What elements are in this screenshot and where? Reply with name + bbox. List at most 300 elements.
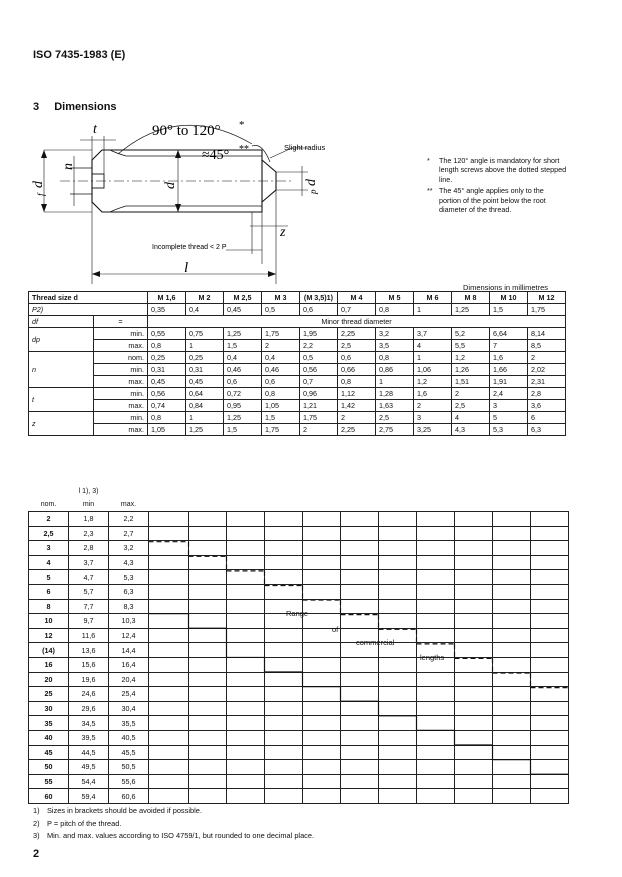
value-cell: 0,6 <box>338 352 376 364</box>
grid-cell <box>455 789 493 804</box>
grid-cell <box>227 657 265 672</box>
length-col-group <box>29 485 69 498</box>
length-max: 16,4 <box>109 657 149 672</box>
grid-cell <box>531 716 569 731</box>
grid-cell <box>493 760 531 775</box>
dim-z-label: z <box>280 225 286 240</box>
value-cell: 5,2 <box>452 328 490 340</box>
value-cell: 1,91 <box>490 376 528 388</box>
length-min: 24,6 <box>69 687 109 702</box>
grid-cell <box>417 745 455 760</box>
thread-size-col: M 2,5 <box>224 292 262 304</box>
length-nom: 8 <box>29 599 69 614</box>
grid-cell <box>227 745 265 760</box>
thread-size-col: M 5 <box>376 292 414 304</box>
grid-cell <box>493 730 531 745</box>
note-mark: ** <box>427 186 433 196</box>
length-max: 40,5 <box>109 730 149 745</box>
grid-cell <box>227 628 265 643</box>
grid-cell <box>149 526 189 541</box>
thread-size-col: M 8 <box>452 292 490 304</box>
grid-cell <box>265 570 303 585</box>
footnote-text: P = pitch of the thread. <box>47 818 122 828</box>
grid-cell <box>455 526 493 541</box>
document-header: ISO 7435-1983 (E) <box>33 49 126 61</box>
value-cell: 1 <box>186 412 224 424</box>
value-cell: 1,21 <box>300 400 338 412</box>
value-cell: 1,6 <box>414 388 452 400</box>
length-max: 20,4 <box>109 672 149 687</box>
table-row <box>29 628 569 643</box>
value-cell: 3,25 <box>414 424 452 436</box>
grid-cell <box>493 643 531 658</box>
length-nom: 2 <box>29 512 69 527</box>
grid-cell <box>379 672 417 687</box>
note-item <box>427 156 567 184</box>
length-min: 39,5 <box>69 730 109 745</box>
grid-cell <box>189 701 227 716</box>
grid-cell <box>303 526 341 541</box>
table-row <box>29 412 566 424</box>
grid-cell <box>341 672 379 687</box>
footnote-mark: 2) <box>33 818 40 828</box>
value-cell: 1 <box>414 352 452 364</box>
grid-cell <box>455 599 493 614</box>
length-max: 2,7 <box>109 526 149 541</box>
length-max: 12,4 <box>109 628 149 643</box>
grid-cell <box>149 760 189 775</box>
grid-cell <box>303 570 341 585</box>
grid-cell <box>379 541 417 556</box>
grid-cell <box>379 555 417 570</box>
table-row <box>29 774 569 789</box>
grid-cell <box>379 730 417 745</box>
grid-cell <box>227 555 265 570</box>
grid-cell <box>341 760 379 775</box>
row-subtype: min. <box>94 412 148 424</box>
grid-cell <box>227 774 265 789</box>
dim-n-label: n <box>61 163 76 170</box>
value-cell: 2,8 <box>528 388 566 400</box>
value-cell: 1,63 <box>376 400 414 412</box>
grid-cell <box>149 789 189 804</box>
grid-cell <box>341 584 379 599</box>
grid-cell <box>493 657 531 672</box>
grid-cell <box>303 657 341 672</box>
grid-cell <box>189 643 227 658</box>
thread-size-col: M 2 <box>186 292 224 304</box>
grid-cell <box>379 716 417 731</box>
grid-cell <box>417 760 455 775</box>
grid-cell <box>341 512 379 527</box>
thread-size-col: M 3 <box>262 292 300 304</box>
grid-cell <box>493 541 531 556</box>
value-cell: 6,3 <box>528 424 566 436</box>
grid-cell <box>379 687 417 702</box>
grid-cell <box>303 774 341 789</box>
pitch-value: 1,5 <box>490 304 528 316</box>
value-cell: 1,51 <box>452 376 490 388</box>
value-cell: 1,25 <box>224 412 262 424</box>
length-nom: 6 <box>29 584 69 599</box>
set-screw-drawing <box>30 114 370 284</box>
grid-cell <box>455 687 493 702</box>
value-cell: 2,5 <box>338 340 376 352</box>
value-cell: 1,25 <box>186 424 224 436</box>
grid-cell <box>265 716 303 731</box>
value-cell: 0,55 <box>148 328 186 340</box>
grid-cell <box>303 701 341 716</box>
grid-cell <box>531 643 569 658</box>
grid-cell <box>379 584 417 599</box>
grid-cell <box>531 672 569 687</box>
grid-cell <box>455 774 493 789</box>
grid-cell <box>227 599 265 614</box>
length-nom: 2,5 <box>29 526 69 541</box>
length-max: 25,4 <box>109 687 149 702</box>
grid-cell <box>379 789 417 804</box>
length-max: 30,4 <box>109 701 149 716</box>
row-subtype: max. <box>94 340 148 352</box>
length-max: 45,5 <box>109 745 149 760</box>
length-max: 8,3 <box>109 599 149 614</box>
value-cell: 0,8 <box>262 388 300 400</box>
value-cell: 3,7 <box>414 328 452 340</box>
grid-cell <box>531 657 569 672</box>
grid-cell <box>149 614 189 629</box>
grid-cell <box>531 584 569 599</box>
grid-cell <box>417 628 455 643</box>
grid-cell <box>189 555 227 570</box>
grid-cell <box>265 512 303 527</box>
row-subtype: max. <box>94 400 148 412</box>
pitch-value: 0,45 <box>224 304 262 316</box>
grid-cell <box>455 701 493 716</box>
value-cell: 1,26 <box>452 364 490 376</box>
grid-cell <box>227 672 265 687</box>
table-row <box>29 340 566 352</box>
value-cell: 2,02 <box>528 364 566 376</box>
grid-cell <box>227 526 265 541</box>
table-row <box>29 424 566 436</box>
table-row <box>29 316 566 328</box>
value-cell: 0,7 <box>300 376 338 388</box>
df-eq: = <box>94 316 148 328</box>
note-text: The 45° angle applies only to the portion of the point below the root diameter of the thread. <box>439 186 546 215</box>
grid-cell <box>227 716 265 731</box>
grid-cell <box>227 512 265 527</box>
value-cell: 0,75 <box>186 328 224 340</box>
value-cell: 5,3 <box>490 424 528 436</box>
grid-cell <box>303 730 341 745</box>
grid-cell <box>417 614 455 629</box>
length-nom: 55 <box>29 774 69 789</box>
value-cell: 1,95 <box>300 328 338 340</box>
grid-cell <box>227 570 265 585</box>
grid-cell <box>149 555 189 570</box>
value-cell: 0,66 <box>338 364 376 376</box>
grid-cell <box>493 701 531 716</box>
value-cell: 1,75 <box>262 328 300 340</box>
length-max: 4,3 <box>109 555 149 570</box>
grid-cell <box>265 657 303 672</box>
grid-cell <box>531 599 569 614</box>
length-max: 50,5 <box>109 760 149 775</box>
length-min: 9,7 <box>69 614 109 629</box>
grid-cell <box>341 774 379 789</box>
grid-cell <box>265 745 303 760</box>
value-cell: 0,8 <box>338 376 376 388</box>
angle-mark: * <box>239 119 245 131</box>
value-cell: 1,5 <box>224 340 262 352</box>
pitch-value: 1,75 <box>528 304 566 316</box>
angle45-mark: ** <box>239 144 249 155</box>
grid-cell <box>531 745 569 760</box>
value-cell: 3,5 <box>376 340 414 352</box>
length-nom: 45 <box>29 745 69 760</box>
grid-cell <box>227 541 265 556</box>
grid-cell <box>417 512 455 527</box>
pitch-value: 0,8 <box>376 304 414 316</box>
grid-cell <box>493 570 531 585</box>
grid-cell <box>493 555 531 570</box>
grid-cell <box>493 745 531 760</box>
value-cell: 2 <box>414 400 452 412</box>
thread-size-col: M 10 <box>490 292 528 304</box>
grid-cell <box>303 541 341 556</box>
group-label: n <box>29 352 94 388</box>
grid-cell <box>265 701 303 716</box>
value-cell: 1,5 <box>224 424 262 436</box>
group-label: z <box>29 412 94 436</box>
grid-cell <box>531 701 569 716</box>
value-cell: 1,28 <box>376 388 414 400</box>
grid-cell <box>455 614 493 629</box>
value-cell: 0,8 <box>148 340 186 352</box>
pitch-value: 1 <box>414 304 452 316</box>
table-row <box>29 657 569 672</box>
grid-cell <box>455 672 493 687</box>
value-cell: 1,75 <box>262 424 300 436</box>
footnote <box>33 805 314 818</box>
grid-cell <box>303 789 341 804</box>
value-cell: 4 <box>452 412 490 424</box>
grid-cell <box>341 526 379 541</box>
value-cell: 6,64 <box>490 328 528 340</box>
grid-cell <box>493 774 531 789</box>
grid-cell <box>303 760 341 775</box>
value-cell: 4,3 <box>452 424 490 436</box>
grid-cell <box>303 599 341 614</box>
thread-size-header: Thread size d <box>29 292 148 304</box>
length-nom: 5 <box>29 570 69 585</box>
value-cell: 0,4 <box>224 352 262 364</box>
length-nom: 40 <box>29 730 69 745</box>
value-cell: 2,5 <box>376 412 414 424</box>
grid-cell <box>265 774 303 789</box>
range-word: lengths <box>420 653 445 662</box>
length-min: 13,6 <box>69 643 109 658</box>
value-cell: 2,4 <box>490 388 528 400</box>
value-cell: 0,46 <box>224 364 262 376</box>
table-row <box>29 388 566 400</box>
section-number: 3 <box>33 101 40 113</box>
grid-cell <box>303 643 341 658</box>
grid-cell <box>265 760 303 775</box>
table-row <box>29 376 566 388</box>
length-max: 60,6 <box>109 789 149 804</box>
length-min: 59,4 <box>69 789 109 804</box>
value-cell: 1,05 <box>148 424 186 436</box>
grid-cell <box>417 774 455 789</box>
grid-cell <box>455 541 493 556</box>
value-cell: 1,5 <box>262 412 300 424</box>
grid-cell <box>531 760 569 775</box>
grid-cell <box>493 687 531 702</box>
group-label: dp <box>29 328 94 352</box>
value-cell: 1 <box>186 340 224 352</box>
grid-cell <box>227 701 265 716</box>
value-cell: 2 <box>262 340 300 352</box>
grid-cell <box>379 701 417 716</box>
length-min: 34,5 <box>69 716 109 731</box>
grid-cell <box>493 716 531 731</box>
grid-cell <box>149 745 189 760</box>
value-cell: 6 <box>528 412 566 424</box>
df-text: Minor thread diameter <box>148 316 566 328</box>
grid-cell <box>379 599 417 614</box>
value-cell: 1 <box>376 376 414 388</box>
table-row <box>29 672 569 687</box>
slight-radius-label: Slight radius <box>284 143 326 152</box>
grid-cell <box>303 555 341 570</box>
grid-cell <box>341 730 379 745</box>
value-cell: 2,5 <box>452 400 490 412</box>
grid-cell <box>227 614 265 629</box>
length-nom: 3 <box>29 541 69 556</box>
grid-cell <box>227 687 265 702</box>
grid-cell <box>417 599 455 614</box>
range-word: commercial <box>356 638 395 647</box>
table-row <box>29 570 569 585</box>
grid-cell <box>493 584 531 599</box>
length-l-header: l 1), 3) <box>78 488 99 495</box>
row-subtype: min. <box>94 328 148 340</box>
grid-cell <box>189 526 227 541</box>
row-subtype: min. <box>94 388 148 400</box>
df-label: df <box>29 316 94 328</box>
value-cell: 2,31 <box>528 376 566 388</box>
value-cell: 0,4 <box>262 352 300 364</box>
table-row <box>29 555 569 570</box>
value-cell: 0,31 <box>186 364 224 376</box>
grid-cell <box>149 584 189 599</box>
angle-label: 90° to 120° <box>152 123 221 139</box>
length-min: 1,8 <box>69 512 109 527</box>
row-subtype: max. <box>94 376 148 388</box>
grid-cell <box>341 701 379 716</box>
grid-cell <box>227 584 265 599</box>
grid-cell <box>149 628 189 643</box>
grid-cell <box>149 657 189 672</box>
value-cell: 2,25 <box>338 328 376 340</box>
length-max: 2,2 <box>109 512 149 527</box>
grid-cell <box>455 512 493 527</box>
dimensions-table <box>28 291 566 436</box>
footnote <box>33 830 314 843</box>
footnote-mark: 1) <box>33 806 40 815</box>
length-nom: 12 <box>29 628 69 643</box>
value-cell: 5 <box>490 412 528 424</box>
table-row <box>29 760 569 775</box>
grid-cell <box>493 599 531 614</box>
grid-cell <box>341 789 379 804</box>
value-cell: 1,75 <box>300 412 338 424</box>
table-row <box>29 789 569 804</box>
pitch-value: 0,6 <box>300 304 338 316</box>
length-nom: 16 <box>29 657 69 672</box>
section-title: Dimensions <box>54 101 117 113</box>
group-label: t <box>29 388 94 412</box>
page-number: 2 <box>33 848 40 860</box>
table-row <box>29 364 566 376</box>
table-row <box>29 512 569 527</box>
grid-cell <box>417 716 455 731</box>
thread-size-col: M 6 <box>414 292 452 304</box>
grid-cell <box>379 526 417 541</box>
thread-size-col: (M 3,5)1) <box>300 292 338 304</box>
grid-cell <box>227 730 265 745</box>
grid-cell <box>189 672 227 687</box>
note-item <box>427 186 567 214</box>
grid-cell <box>265 730 303 745</box>
value-cell: 0,84 <box>186 400 224 412</box>
value-cell: 0,64 <box>186 388 224 400</box>
value-cell: 0,56 <box>300 364 338 376</box>
pitch-value: 0,35 <box>148 304 186 316</box>
grid-cell <box>189 774 227 789</box>
dim-d-label: d <box>163 182 178 189</box>
length-nom: 25 <box>29 687 69 702</box>
grid-cell <box>417 541 455 556</box>
grid-cell <box>531 774 569 789</box>
length-min: 54,4 <box>69 774 109 789</box>
grid-cell <box>341 687 379 702</box>
grid-cell <box>227 789 265 804</box>
value-cell: 3 <box>414 412 452 424</box>
table-row <box>29 643 569 658</box>
value-cell: 2,75 <box>376 424 414 436</box>
value-cell: 1,2 <box>452 352 490 364</box>
length-nom: 35 <box>29 716 69 731</box>
table-row <box>29 328 566 340</box>
grid-cell <box>189 789 227 804</box>
value-cell: 3,6 <box>528 400 566 412</box>
grid-cell <box>417 555 455 570</box>
length-col-max: max. <box>109 498 149 512</box>
grid-cell <box>189 584 227 599</box>
value-cell: 1,6 <box>490 352 528 364</box>
units-note: Dimensions in millimetres <box>463 283 549 292</box>
grid-cell <box>455 730 493 745</box>
length-min: 49,5 <box>69 760 109 775</box>
grid-cell <box>417 789 455 804</box>
length-table <box>28 485 569 804</box>
grid-cell <box>531 789 569 804</box>
table-row <box>29 292 566 304</box>
grid-cell <box>455 657 493 672</box>
value-cell: 0,8 <box>376 352 414 364</box>
